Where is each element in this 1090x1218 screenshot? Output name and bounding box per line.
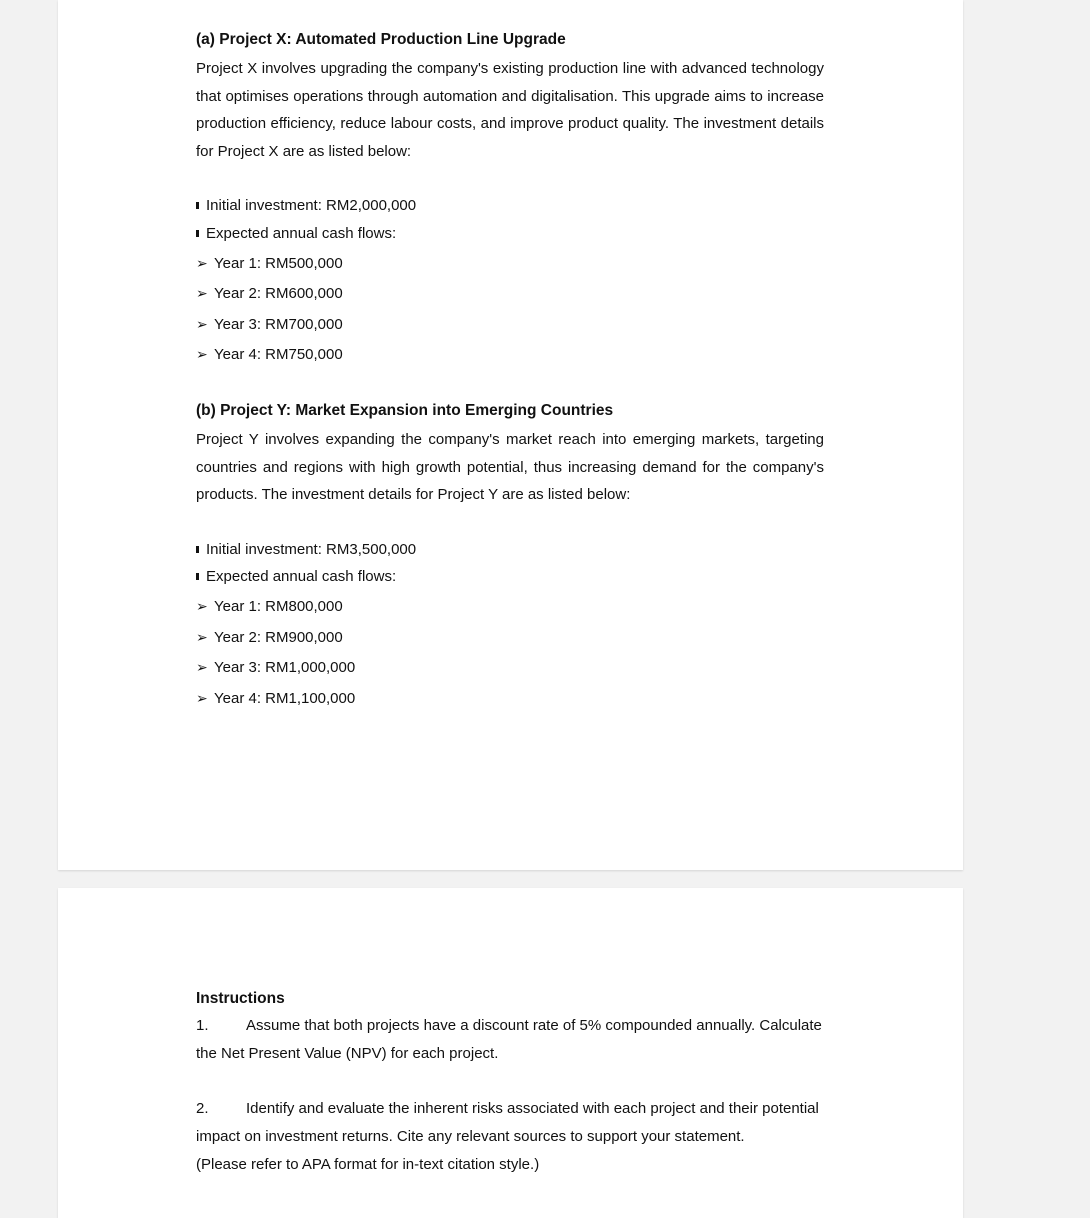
project-y-initial-investment: Initial investment: RM3,500,000 (206, 541, 417, 558)
project-y-year-1-item (196, 596, 343, 617)
instruction-1-text: Assume that both projects have a discount rate of 5% compounded annually. Calculate (246, 1017, 822, 1034)
arrow-bullet-icon: ➢ (196, 598, 208, 614)
project-x-initial-investment: Initial investment: RM2,000,000 (206, 197, 417, 214)
project-x-description: Project X involves upgrading the company's existing production line with advanced technology that optimises operations through automation and digitalisation. This upgrade aims to increase production efficiency, reduce labour costs, and improve product quality. The investment details for Project X are as listed below: (196, 60, 824, 160)
instructions-heading: Instructions (196, 990, 285, 1007)
project-x-cash-flows-label: Expected annual cash flows: (206, 225, 397, 242)
project-x-heading: (a) Project X: Automated Production Line Upgrade (196, 31, 566, 48)
project-x-year-3: Year 3: RM700,000 (214, 316, 343, 333)
project-x-year-1: Year 1: RM500,000 (214, 255, 343, 272)
project-x-initial-investment-item (196, 196, 416, 216)
project-y-cash-flows-label: Expected annual cash flows: (206, 568, 397, 585)
project-x-year-1-item (196, 253, 343, 274)
project-y-year-4-item (196, 688, 355, 709)
project-y-year-3: Year 3: RM1,000,000 (214, 659, 356, 676)
square-bullet-icon (196, 573, 199, 580)
project-y-cash-flows-item (196, 567, 396, 587)
arrow-bullet-icon: ➢ (196, 285, 208, 301)
project-y-year-1: Year 1: RM800,000 (214, 598, 343, 615)
arrow-bullet-icon: ➢ (196, 659, 208, 675)
project-y-initial-investment-item (196, 540, 416, 560)
project-y-year-2-item (196, 627, 343, 648)
document-page-1 (58, 0, 963, 870)
arrow-bullet-icon: ➢ (196, 255, 208, 271)
arrow-bullet-icon: ➢ (196, 346, 208, 362)
citation-note: (Please refer to APA format for in-text citation style.) (196, 1156, 540, 1173)
arrow-bullet-icon: ➢ (196, 690, 208, 706)
project-x-year-4-item (196, 344, 343, 365)
square-bullet-icon (196, 546, 199, 553)
square-bullet-icon (196, 230, 199, 237)
project-y-year-4: Year 4: RM1,100,000 (214, 690, 356, 707)
instruction-2-rest: impact on investment returns. Cite any relevant sources to support your statement. (196, 1128, 745, 1145)
project-x-year-3-item (196, 314, 343, 335)
instruction-2-number: 2. (196, 1100, 209, 1117)
project-y-heading: (b) Project Y: Market Expansion into Emerging Countries (196, 402, 614, 419)
instruction-1-rest: the Net Present Value (NPV) for each project. (196, 1045, 499, 1062)
arrow-bullet-icon: ➢ (196, 629, 208, 645)
instruction-2-first-line (196, 1099, 819, 1119)
project-x-year-2-item (196, 283, 343, 304)
project-y-description: Project Y involves expanding the company's market reach into emerging markets, targeting countries and regions with high growth potential, thus increasing demand for the company's products. The investment details for Project Y are as listed below: (196, 431, 824, 503)
project-x-cash-flows-item (196, 224, 396, 244)
instruction-1-first-line (196, 1016, 822, 1036)
square-bullet-icon (196, 202, 199, 209)
project-y-year-2: Year 2: RM900,000 (214, 629, 343, 646)
project-x-year-4: Year 4: RM750,000 (214, 346, 343, 363)
arrow-bullet-icon: ➢ (196, 316, 208, 332)
instruction-2-text: Identify and evaluate the inherent risks associated with each project and their potential (246, 1100, 819, 1117)
project-x-year-2: Year 2: RM600,000 (214, 285, 343, 302)
document-page-2 (58, 888, 963, 1218)
project-y-year-3-item (196, 657, 355, 678)
instruction-1-number: 1. (196, 1017, 209, 1034)
